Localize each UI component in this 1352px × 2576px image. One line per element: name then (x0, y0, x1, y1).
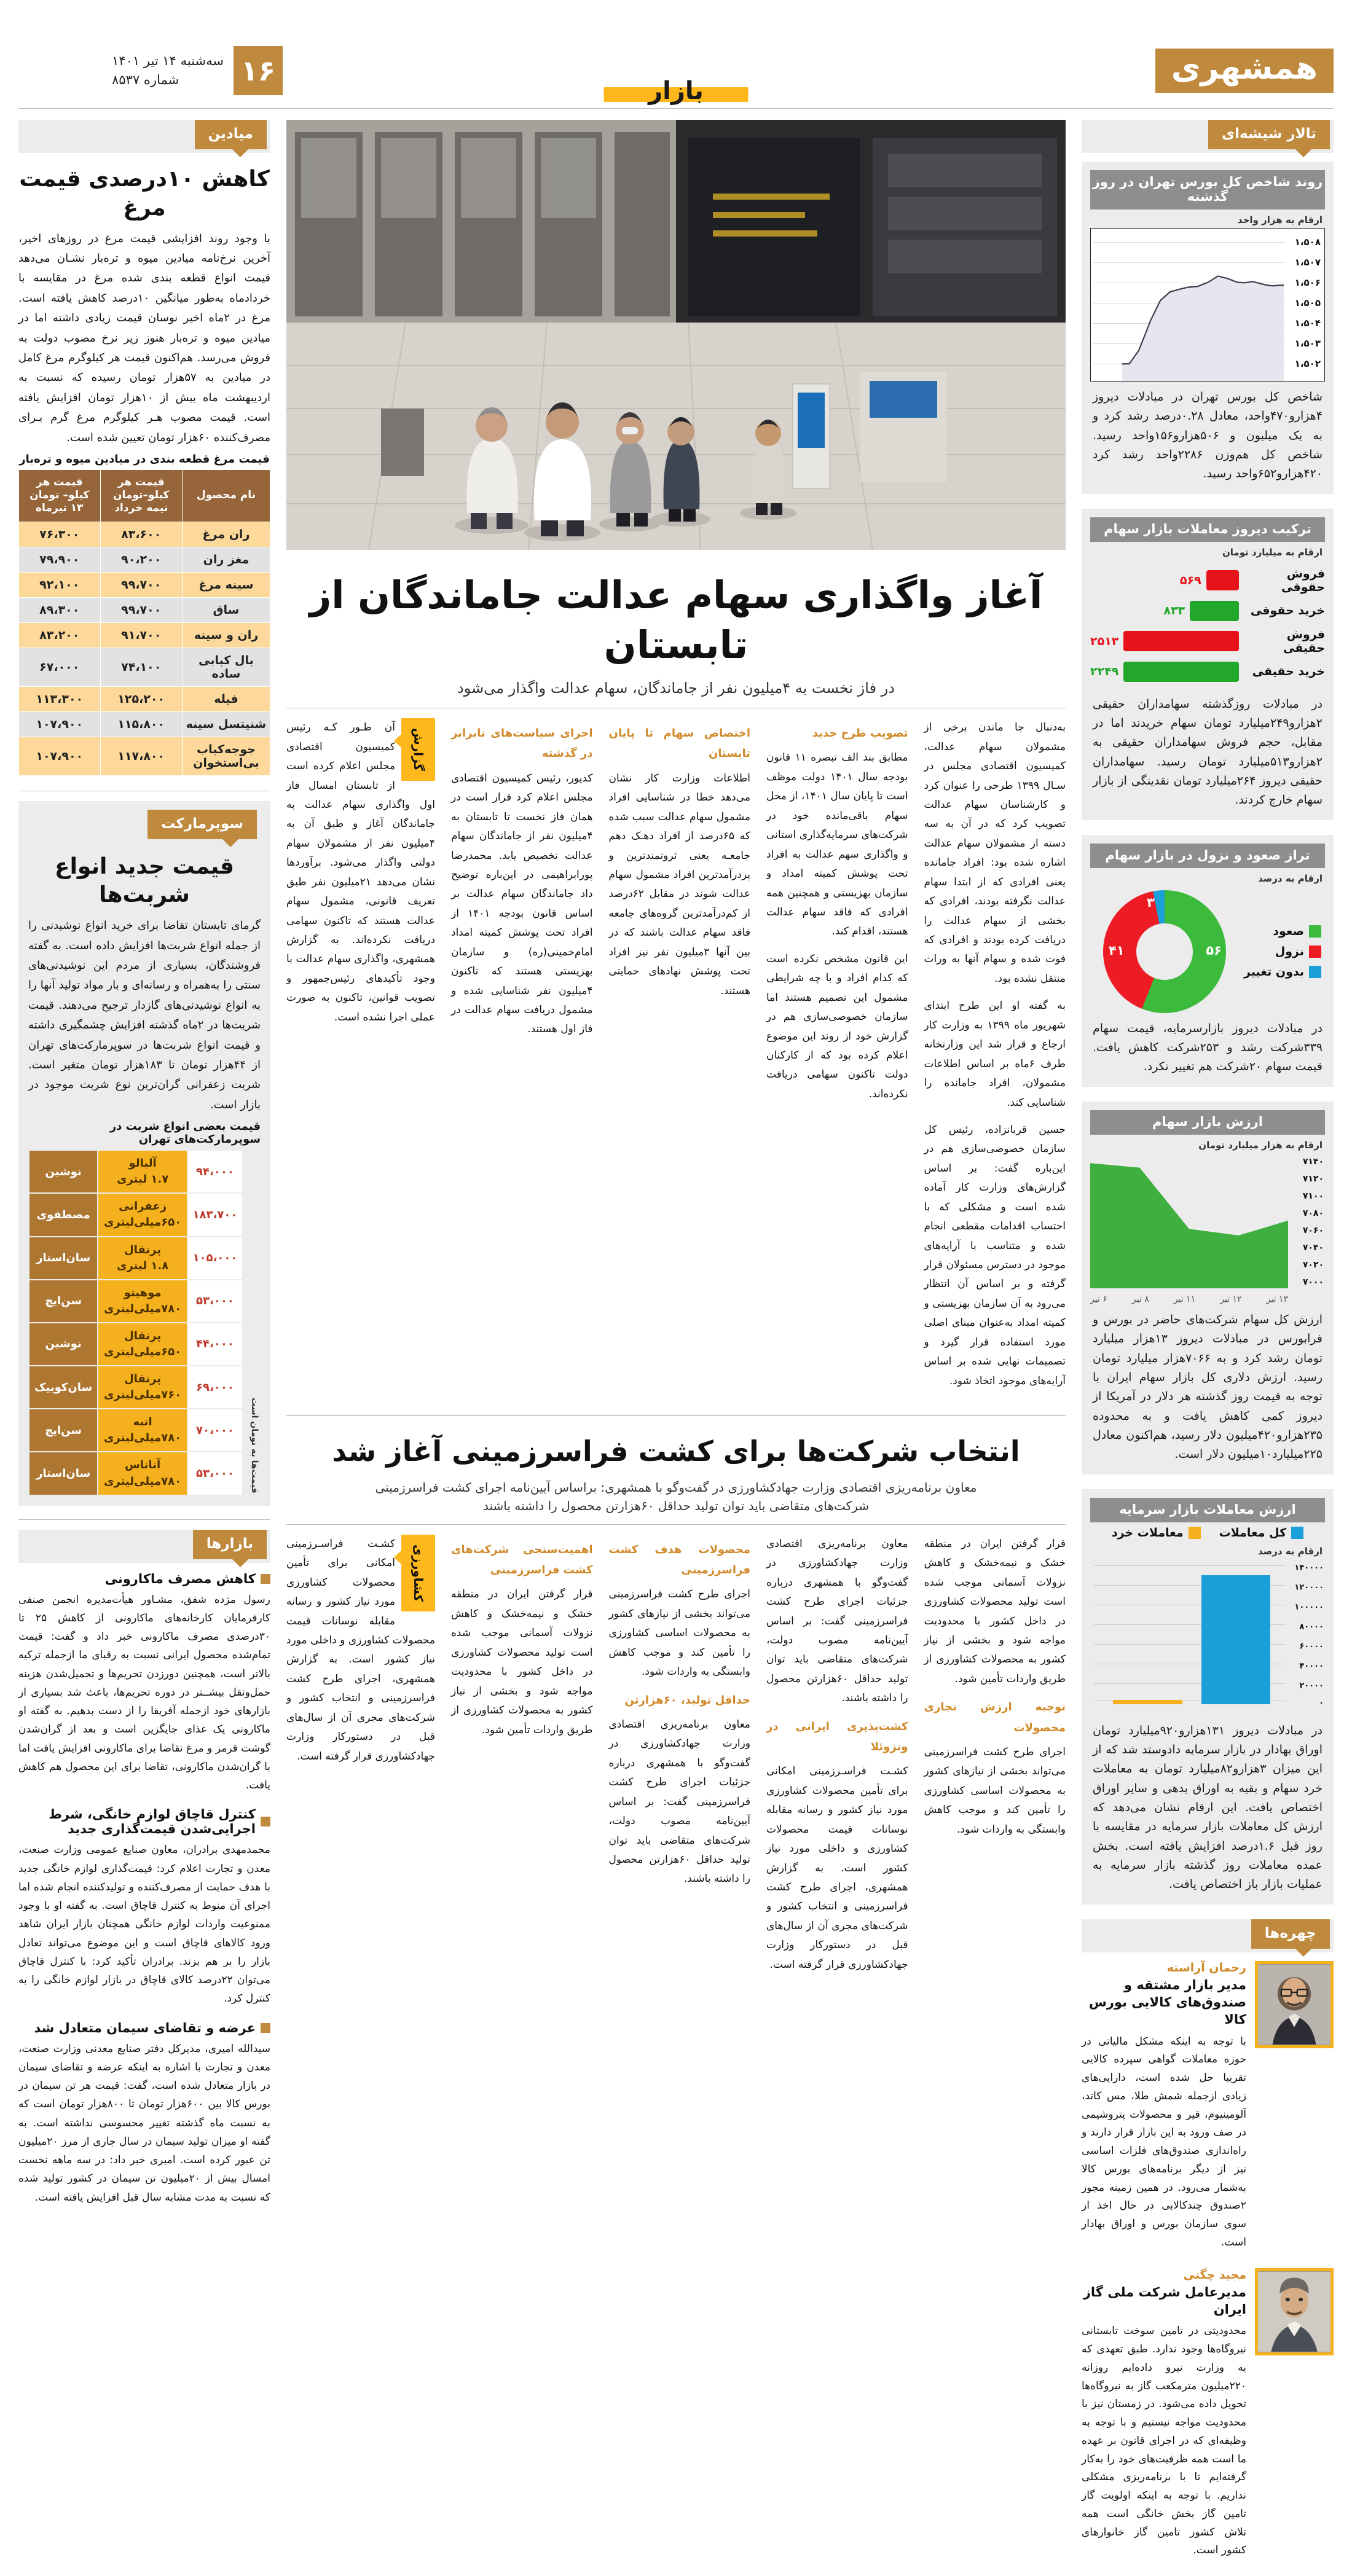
tabbar-supermarket (28, 810, 261, 843)
report-tag-gozaresh: گزارش (401, 718, 435, 781)
cell-tir: ۱۰۷،۹۰۰ (19, 711, 101, 737)
syrup-story-lead: گرمای تابستان تقاضا برای خرید انواع نوشیدنی را از جمله انواع شربت‌ها افزایش داده است. به گفته فروشندگان، بسیاری از مردم این نوشیدنی‌های سنتی را به‌همراه و رسانه‌ای و بار مواد تولید آنها را به انواع نوشیدنی‌های گازدار ترجیح می‌دهند. قیمت شربت‌ها در ۲ماه گذشته افزایش چشمگیری داشته و قیمت انواع شربت‌ها در سوپرمارکت‌های تهران از ۴۴هزار تومان تا ۱۸۳هزار تومان متغیر است. شربت زعفرانی گران‌ترین نوع شربت موجود در بازار است. (28, 919, 261, 1111)
desc-composition: در مبادلات روزگذشته سهامداران حقیقی ۲هزارو۲۴۹میلیارد تومان سهام خریدند اما در مقابل، حجم فروش سهامداران حقیقی به ۲هزارو۵۱۳میلیارد تومان رسید. سهامداران حقیقی دیروز ۲۶۴میلیارد تومان نقدینگی از بازار سهام خارج کردند. (1093, 697, 1323, 807)
face-body-2 (1082, 2268, 1246, 2560)
article2-col4-p1: قرار گرفتن ایران در منطقه خشک و نیمه‌خشک و کاهش نزولات آسمانی موجب شده است تولید محصولات کشاورزی در داخل کشور با محدودیت مواجه شود و بخشی از نیاز کشور به محصولات کشاورزی از طریق واردات تأمین شود. (924, 1537, 1066, 1685)
card-title-composition: ترکیب دیروز معاملات بازار سهام (1090, 517, 1325, 542)
cell-price: ۶۹،۰۰۰ (187, 1366, 243, 1409)
ytick-cap-0: ۷۱۴۰ (1302, 1156, 1324, 1167)
cell-product: انبه ۷۸۰میلی‌لیتری (98, 1409, 187, 1452)
cell-khordad: ۱۱۵،۸۰۰ (100, 711, 182, 737)
article1-col1-p2: کدیور، رئیس کمیسیون اقتصادی مجلس اعلام کرد قرار است در همان فاز نخست تا تابستان به ۴میلیون نفر از جاماندگان سهام عدالت تخصیص یابد. محمدرضا پورابراهیمی در این‌باره توضیح داد جاماندگان سهام عدالت بر اساس قانون بودجه ۱۴۰۱ از افراد تحت پوشش کمیته امداد امام‌خمینی(ره) و سازمان بهزیستی هستند که تاکنون ۴میلیون نفر شناسایی شده و مشمول دریافت سهام عدالت در فاز اول هستند. (451, 772, 593, 1036)
ytick-to-7: ۰ (1319, 1698, 1324, 1708)
article1-sub-tasvib: تصویب طرح جدید (812, 727, 908, 740)
bar-row-real-sell (1090, 628, 1325, 655)
cell-khordad: ۷۴،۱۰۰ (100, 648, 182, 686)
legend-swatch-fall (1309, 945, 1321, 958)
cell-name: مغز ران (182, 547, 270, 572)
desc-turnover: در مبادلات دیروز ۱۳۱هزارو۹۲۰میلیارد تومان اوراق بهادار در بازار سرمایه دادوستد شد که از این میزان ۳هزارو۸۲میلیارد تومان به معاملات خرد سهام و بقیه به اوراق بدهی و سایر اوراق اختصاص یافت. این ارقام نشان می‌دهد که ارزش کل معاملات بازار سرمایه در مقایسه با روز قبل ۱.۶درصد افزایش یافته است. بخش عمده معاملات روز گذشته بازار سرمایه به عملیات بازار باز اختصاص یافت. (1093, 1723, 1323, 1892)
cell-tir: ۹۲،۱۰۰ (19, 572, 101, 597)
card-title-market-cap: ارزش بازار سهام (1090, 1110, 1325, 1135)
page-number: ۱۶ (234, 46, 283, 95)
table-row (29, 1280, 243, 1323)
face-text-1: با توجه به اینکه مشکل مالیاتی در حوزه معاملات گواهی سپرده کالایی تقریبا حل شده است، دارایی‌های زیادی ازجمله شمش طلا، مس کاتد، آلومینیوم، قیر و محصولات پتروشیمی در صف ورود به این بازار قرار دارند و راه‌اندازی صندوق‌های فلزات اساسی نیز از دیگر برنامه‌های بورس کالا به‌شمار می‌رود. در همین زمینه مجوز ۲صندوق چندکالایی در حال اخذ از سوی سازمان بورس و اوراق بهادار است. (1082, 2035, 1246, 2249)
cell-product: آلبالو ۱.۷ لیتری (98, 1150, 187, 1193)
table-row (19, 737, 270, 775)
desc-rise-fall: در مبادلات دیروز بازارسرمایه، قیمت سهام ۳۳۹شرکت رشد و ۲۵۳شرکت کاهش یافت. قیمت سهام ۲۰شرکت هم تغییر نکرد. (1093, 1021, 1323, 1074)
ytick-to-3: ۸۰۰۰۰ (1299, 1622, 1324, 1632)
cell-price: ۵۳،۰۰۰ (187, 1452, 243, 1495)
market-title-text-3: عرضه و تقاضای سیمان متعادل شد (34, 2020, 256, 2035)
article1-subhead: در فاز نخست به ۴میلیون نفر از جاماندگان، سهام عدالت واگذار می‌شود (457, 679, 895, 697)
ytick-cap-4: ۷۰۶۰ (1302, 1225, 1324, 1235)
article1-col3-p1: مطابق بند الف تبصره ۱۱ قانون بودجه سال ۱۴۰۱ دولت موظف است تا پایان سال ۱۴۰۱، از محل سهام باقی‌مانده خود در شرکت‌های سرمایه‌گذاری استانی و واگذاری سهم عدالت به افراد تحت پوشش کمیته امداد و سازمان بهزیستی و همچنین همه افرادی که فاقد سهام عدالت هستند، اقدام کند. (766, 751, 908, 938)
article2-col3-p2: کشـت فراسـرزمینی امکانی برای تأمین محصولات کشاورزی مورد نیاز کشور و رسانه مقابله نوسانات قیمت محصولات کشاورزی و داخلی مورد نیاز کشور است. به گزارش همشهری، اجرای طرح کشت فراسرزمینی و انتخاب کشور و شرکت‌های مجری آن از سال‌های قبل در دستورکار وزارت جهادکشاورزی قرار گرفته است. (766, 1765, 908, 1971)
table-row (19, 711, 270, 737)
article-divider (286, 1415, 1066, 1416)
table-row (29, 1193, 243, 1236)
chicken-th-name: نام محصول (182, 469, 270, 522)
tab-mayadin[interactable]: میادین (195, 120, 267, 149)
card-title-turnover: ارزش معاملات بازار سرمایه (1090, 1498, 1325, 1522)
chicken-price-table (18, 469, 270, 776)
cell-khordad: ۹۹،۷۰۰ (100, 597, 182, 622)
ytick-cap-6: ۷۰۲۰ (1302, 1259, 1324, 1270)
tab-supermarket[interactable]: سوپرمارکت (147, 810, 257, 839)
table-row (19, 686, 270, 711)
unit-note-index: ارقام به هزار واحد (1237, 214, 1323, 225)
bar-value-real-buy: ۲۲۴۹ (1090, 665, 1119, 679)
article2-subhead1: معاون برنامه‌ریزی اقتصادی وزارت جهادکشاورزی در گفت‌وگو با همشهری: براساس آیین‌نامه اجرای کشت فراسرزمینی (375, 1479, 977, 1495)
article2-col0 (286, 1535, 435, 1983)
chicken-th-tir: قیمت هر کیلو– تومان ۱۳ تیرماه (19, 469, 101, 522)
face-text-2: محدودیتی در تامین سوخت تابستانی نیروگاه‌ها وجود ندارد. طبق تعهدی که به وزارت نیرو داده‌ایم روزانه ۲۲۰میلیون مترمکعب گاز به نیروگاه‌ها تحویل داده می‌شود. در زمستان نیز با محدودیت مواجه نیستیم و با توجه به وظیفه‌ای که در اجرای قانون بر عهده ما است همه ظرفیت‌های خود را به‌کار گرفته‌ایم تا با برنامه‌ریزی مشکلی نداریم. با توجه به اینکه اولویت گاز تامین گاز بخش خانگی است همه تلاش کشور تامین گاز خانوارهای کشور است. (1082, 2325, 1246, 2557)
ytick-to-5: ۴۰۰۰۰ (1299, 1661, 1324, 1671)
bar-row-legal-buy (1090, 601, 1325, 621)
chicken-table-header (19, 469, 270, 522)
market-item-3 (18, 2021, 270, 2207)
cell-price: ۴۴،۰۰۰ (187, 1323, 243, 1366)
card-rise-fall (1082, 835, 1334, 1087)
article2-sub-ahammiat: اهمیت‌سنجی شرکت‌های کشت فراسرزمینی (451, 1543, 593, 1577)
donut-value-nochange: ۳ (1147, 895, 1155, 910)
ytick-cap-1: ۷۱۲۰ (1302, 1173, 1324, 1184)
right-sidebar (18, 120, 270, 2219)
cell-khordad: ۱۲۵،۲۰۰ (100, 686, 182, 711)
article2-col2 (609, 1535, 751, 1983)
face-name-2: مجید چگنی (1183, 2268, 1246, 2282)
face-role-1: مدیر بازار مشتقه و صندوق‌های کالایی بورس کالا (1088, 1977, 1246, 2027)
donut-value-rise: ۵۶ (1206, 942, 1222, 958)
article1-col0-p1: آن طـور کـه رئیس کمیسیون اقتصادی مجلس اعلام کرده است از تابستان امسال فاز اول واگذاری سهام عدالت به جاماندگان آغاز و طبق آن به ۴میلیون نفر از مشمولان سهام دولتی واگذار می‌شود. برآوردها نشان می‌دهد ۲۱میلیون نفر طبق تعریف قانونی، مشمول سهام عدالت هستند که تاکنون سهامی دریافت نکرده‌اند. به گزارش همشهری، واگذاری سهام عدالت با وجود تأکیدهای رئیس‌جمهور و تصویب قوانین، تاکنون به صورت عملی اجرا نشده است. (286, 721, 435, 1024)
article1-col3-p2: این قانون مشخص نکرده است که کدام افراد و با چه شرایطی مشمول این تصمیم هستند اما سازمان خصوصی‌سازی هم در گزارش خود از روند این موضوع اعلام کرده بود که از کارکنان دولت تاکنون سهامی دریافت نکرده‌اند. (766, 952, 908, 1100)
legend-swatch-total (1291, 1527, 1303, 1539)
table-row (19, 522, 270, 547)
issue-date: سه‌شنبه ۱۴ تیر ۱۴۰۱ (112, 53, 224, 68)
ytick-to-1: ۱۲۰۰۰۰ (1294, 1583, 1324, 1592)
legend-swatch-nochange (1309, 966, 1321, 978)
bar-value-legal-sell: ۵۶۹ (1179, 573, 1201, 587)
bar-row-legal-sell (1090, 567, 1325, 594)
cell-product: پرتقال ۱.۸ لیتری (98, 1237, 187, 1280)
article1-col4-p3: حسین قربانزاده، رئیس کل سازمان خصوصی‌سازی هم در این‌باره گفت: بر اساس گزارش‌های وزارت کار آماده شده است و مشکلی که با احتساب اقدامات مقطعی انجام شده و متناسب با آرایه‌های موجود در دسترس مسئولان قرار گرفته و بر اساس آن انتظار می‌رود به آن سازمان بهزیستی و کمیته امداد به‌عنوان مبنای اصلی مورد استفاده قرار گیرد و تصمیمات نهایی شده بر اساس آرایه‌های موجود اتخاذ شود. (924, 1123, 1066, 1387)
article1-sub-ejra: اجرای سیاست‌های نابرابر در گذشته (451, 727, 593, 761)
ytick-index-1: ۱،۵۰۷ (1294, 257, 1321, 268)
market-cap-plot (1090, 1159, 1288, 1288)
bar-label-legal-buy: خرید حقوقی (1250, 604, 1325, 618)
square-bullet-icon (261, 1817, 270, 1826)
article2-col2-p2: معاون برنامه‌ریزی اقتصادی وزارت جهادکشاورزی در گفت‌وگو با همشهری درباره جزئیات اجرای طرح کشت فراسرزمینی گفت: بر اساس آیین‌نامه مصوب دولت، شرکت‌های متقاضی باید توان تولید حداقل ۶۰هزارتن محصول را داشته باشند. (608, 1718, 750, 1885)
article2-col1 (451, 1535, 593, 1983)
cell-price: ۵۳،۰۰۰ (187, 1280, 243, 1323)
tabbar-talar (1082, 120, 1334, 153)
article2-sub-keshtpaziri: کشت‌پذیری ایرانی در ونزوئلا (766, 1720, 908, 1754)
issue-number: شماره ۸۵۳۷ (112, 72, 179, 87)
market-title-text-1: کاهش مصرف ماکارونی (104, 1571, 256, 1586)
donut-value-fall: ۴۱ (1109, 942, 1125, 958)
chart-turnover-bars (1090, 1562, 1325, 1715)
cell-product: پرتقال ۷۶۰میلی‌لیتری (98, 1366, 187, 1409)
cell-tir: ۱۱۳،۳۰۰ (19, 686, 101, 711)
market-title-1 (18, 1572, 270, 1586)
article1-col2 (609, 718, 751, 1399)
ytick-index-6: ۱،۵۰۲ (1294, 358, 1321, 369)
syrup-story-title: قیمت جدید انواع شربت‌ها (55, 853, 234, 908)
square-bullet-icon (261, 1574, 270, 1584)
cell-tir: ۷۶،۳۰۰ (19, 522, 101, 547)
xtick-cap-1: ۸ تیر (1131, 1294, 1149, 1304)
ytick-index-3: ۱،۵۰۵ (1294, 297, 1321, 308)
ytick-cap-3: ۷۰۸۰ (1302, 1208, 1324, 1218)
market-text-3: سیدالله امیری، مدیرکل دفتر صنایع معدنی وزارت صنعت، معدن و تجارت با اشاره به اینکه عرضه و تقاضای سیمان در بازار متعادل شده است، گفت: قیمت هر تن سیمان در بورس کالا بین ۶۰۰هزار تومان تا ۸۰۰هزار تومان است که به نسبت ماه گذشته تغییر محسوسی نداشته است. به گفته او میزان تولید سیمان در سال جاری از مرز ۲۰میلیون تن عبور کرده است. امیری خبر داد: در سه ماهه نخست امسال بیش از ۲۰میلیون تن سیمان در کشور تولید شده که نسبت به مدت مشابه سال قبل افزایش یافته است. (18, 2042, 271, 2204)
cell-name: شنیتسل سینه (182, 711, 270, 737)
table-row (29, 1409, 243, 1452)
masthead-right (18, 37, 283, 104)
issue-info (112, 52, 224, 90)
article1-col0 (286, 718, 435, 1399)
bar-total-trades (1201, 1575, 1270, 1704)
ytick-cap-5: ۷۰۴۰ (1302, 1242, 1324, 1253)
cell-name: بال کبابی ساده (182, 648, 270, 686)
cell-tir: ۷۹،۹۰۰ (19, 547, 101, 572)
tab-bazarha[interactable]: بازارها (193, 1530, 267, 1559)
cell-khordad: ۹۰،۲۰۰ (100, 547, 182, 572)
face-name-1: رحمان آراسته (1166, 1960, 1246, 1975)
table-row (29, 1237, 243, 1280)
masthead-logo[interactable]: همشهری (1155, 49, 1334, 93)
cell-name: فیله (182, 686, 270, 711)
panel-supermarket (18, 801, 270, 1506)
ytick-index-5: ۱،۵۰۳ (1294, 338, 1321, 349)
ytick-to-2: ۱۰۰۰۰۰ (1294, 1602, 1324, 1612)
face-role-2: مدیرعامل شرکت ملی گاز ایران (1083, 2284, 1246, 2317)
tabbar-faces (1082, 1919, 1334, 1952)
chicken-story-lead: با وجود روند افزایشی قیمت مرغ در روزهای اخیر، آخرین نرخ‌نامه میادین میوه و تره‌بار نشـان می‌دهد قیمت انواع قطعه بندی شده مرغ در مقایسه با خردادماه به‌طور میانگین ۱۰درصد کاهش یافته است. مرغ در ۲ماه اخیر نوسان قیمت زیادی داشته اما در میادین میوه و تره‌بار هنوز زیر نرخ مصوب دولت به فروش می‌رسد. هم‌اکنون قیمت هر کیلوگرم مرغ کامل در میادین به ۵۷هزار تومان رسیده که نسبت به اردیبهشت ماه بیش از ۱۰هزار تومان افزایش یافته است. قیمت مصوب هـر کیلوگرم مرغ گرم بـرای مصرف‌کننده ۶۰هزار تومان تعیین شده است. (18, 232, 271, 444)
bar-retail-trades (1113, 1700, 1182, 1704)
donut-legend (1244, 925, 1325, 979)
cell-price: ۷۰،۰۰۰ (187, 1409, 243, 1452)
cell-product: زعفرانی ۶۵۰میلی‌لیتری (98, 1193, 187, 1236)
legend-label-retail: معاملات خرد (1111, 1525, 1184, 1540)
tabbar-mayadin (18, 120, 270, 153)
cell-tir: ۸۳،۲۰۰ (19, 622, 101, 648)
cell-price: ۱۰۵،۰۰۰ (187, 1237, 243, 1280)
article2-col4-p2: اجرای طرح کشت فراسرزمینی می‌تواند بخشی از نیازهای کشور به محصولات اساسی کشاورزی را تأمین کند و موجب کاهش وابستگی به واردات شود. (924, 1745, 1066, 1836)
ytick-cap-2: ۷۱۰۰ (1302, 1191, 1324, 1201)
cell-khordad: ۸۳،۶۰۰ (100, 522, 182, 547)
article1-headline: آغاز واگذاری سهام عدالت جاماندگان از تابستان (309, 573, 1043, 667)
ytick-cap-7: ۷۰۰۰ (1302, 1277, 1324, 1287)
unit-note-turnover: ارقام به درصد (1258, 1545, 1323, 1557)
article2-columns (286, 1524, 1066, 1983)
legend-label-total: کل معاملات (1219, 1525, 1287, 1540)
bar-value-real-sell: ۲۵۱۳ (1090, 634, 1119, 648)
syrup-table-wrap (28, 1149, 261, 1496)
legend-label-rise: صعود (1273, 924, 1304, 938)
xtick-cap-2: ۱۱ تیر (1173, 1294, 1196, 1304)
article1-col2-p1: اطلاعات وزارت کار نشان می‌دهد خطا در شناسایی افراد مشمول سهام عدالت سبب شده که ۶۵درصد از افراد دهـک دهم جامعـه یعنی ثروتمندترین و پردرآمدترین افراد مشمول سهام عدالت شوند در مقابل ۶۲درصد از کم‌درآمدترین گروه‌های جامعه فاقد سهام عدالت باشند که در بین آنها ۳میلیون نفر نیز افراد تحت پوشش نهادهای حمایتی هستند. (608, 772, 750, 997)
table-row (19, 622, 270, 648)
table-row (19, 547, 270, 572)
syrup-unit-note: قیمت‌ها به تومان است (250, 1397, 259, 1494)
article1-col4-p1: به‌دنبال جا ماندن برخی از مشمولان سهام عدالت، کمیسیون اقتصادی مجلس در سـال ۱۳۹۹ طرحی را عنوان کرد و کارشناسان سهام عدالت تصویب کرد که در آن به سه دسته از مشمولان سهام عدالت اشاره شده بود: افراد جامانده یعنی افرادی که از ابتدا سهام عدالت نگرفته بودند، افرادی که بخشی از سهام عدالت را دریافت کرده بودند و افرادی که فوت شده و سهام آنها به وراث منتقل نشده بود. (924, 721, 1066, 985)
xtick-cap-4: ۱۳ تیر (1266, 1294, 1288, 1304)
unit-note-market-cap: ارقام به هزار میلیارد تومان (1198, 1139, 1323, 1151)
table-row (19, 648, 270, 686)
cell-brand: سان‌استار (29, 1237, 98, 1280)
page-body (18, 120, 1334, 2576)
article2-col0-p1: کشـت فراسـرزمینی امکانی برای تأمین محصولات کشاورزی مورد نیاز کشور و رسانه مقابله نوسانات قیمت محصولات کشاورزی و داخلی مورد نیاز کشور است. به گزارش همشهری، اجرای طرح کشت فراسرزمینی و انتخاب کشور و شرکت‌های مجری آن از سال‌های قبل در دستورکار وزارت جهادکشاورزی قرار گرفته است. (286, 1537, 435, 1763)
section-title: بازار (648, 77, 704, 105)
bar-row-real-buy (1090, 662, 1325, 682)
article2-sub-haddeaqal: حداقل تولید، ۶۰هزارتن (624, 1693, 750, 1707)
market-title-3 (18, 2021, 270, 2035)
market-text-2: محمدمهدی برادران، معاون صنایع عمومی وزارت صنعت، معدن و تجارت اعلام کرد: قیمت‌گذاری لوازم خانگی جدید با هدف حمایت از مصرف‌کننده و تولیدکننده انجام شده اما اجرای آن منوط به کنترل قاچاق است. به گفته او با وجود ممنوعیت واردات لوازم خانگی همچنان بازار ایران شاهد ورود کالاهای قاچاق است و این موضوع می‌تواند تعادل بازار را بر هم بزند. برادران تأکید کرد: با کنترل قاچاق می‌توان ۲۲درصد کالای قاچاق در بازار لوازم خانگی را به کنترل کرد. (18, 1844, 270, 2005)
bar-label-real-sell: فروش حقیقی (1283, 627, 1325, 655)
card-turnover (1082, 1489, 1334, 1905)
syrup-price-table (28, 1149, 243, 1496)
square-bullet-icon (261, 2023, 270, 2033)
ytick-index-2: ۱،۵۰۶ (1294, 277, 1321, 288)
bar-label-real-buy: خرید حقیقی (1252, 665, 1325, 679)
article1-columns (286, 708, 1066, 1399)
cell-price: ۱۸۳،۷۰۰ (187, 1193, 243, 1236)
legend-label-nochange: بدون تغییر (1244, 965, 1304, 979)
article2-subhead2: شرکت‌های متقاضی باید توان تولید حداقل ۶۰هزارتن محصول را داشته باشند (482, 1498, 869, 1513)
bar-label-legal-sell: فروش حقوقی (1281, 566, 1325, 594)
cell-brand: مصطفوی (29, 1193, 98, 1236)
unit-note-composition: ارقام به میلیارد تومان (1222, 546, 1323, 558)
ytick-to-6: ۲۰۰۰۰ (1299, 1681, 1324, 1691)
article1-col1 (451, 718, 593, 1399)
ytick-to-4: ۶۰۰۰۰ (1299, 1642, 1324, 1651)
market-cap-xaxis (1090, 1294, 1288, 1304)
table-row (29, 1150, 243, 1193)
article2-col4 (924, 1535, 1066, 1983)
turnover-legend (1090, 1522, 1325, 1541)
market-cap-yaxis (1289, 1157, 1325, 1288)
table-row (19, 572, 270, 597)
card-index-trend (1082, 162, 1334, 494)
page-header (18, 37, 1334, 104)
market-title-text-2: کنترل قاچاق لوازم خانگی، شرط اجرایی‌شدن قیمت‌گذاری جدید (49, 1807, 256, 1837)
article2-col3-p1: معاون برنامه‌ریزی اقتصادی وزارت جهادکشاورزی در گفت‌وگو با همشهری درباره جزئیات اجرای طرح کشت فراسرزمینی گفت: بر اساس آیین‌نامه مصوب دولت، شرکت‌های متقاضی باید توان تولید حداقل ۶۰هزارتن محصول را داشته باشند. (766, 1537, 908, 1705)
donut-wrapper (1090, 887, 1325, 1013)
cell-brand: سن‌ایچ (29, 1280, 98, 1323)
cell-tir: ۶۷،۰۰۰ (19, 648, 101, 686)
legend-swatch-rise (1309, 925, 1321, 938)
table-row (29, 1323, 243, 1366)
card-market-cap (1082, 1102, 1334, 1474)
chicken-table-caption: قیمت مرغ قطعه بندی در میادین میوه و تره‌بار (19, 452, 270, 466)
cell-name: سینه مرغ (182, 572, 270, 597)
hero-photo-trading-floor (286, 120, 1066, 550)
ytick-index-0: ۱،۵۰۸ (1294, 237, 1321, 248)
tab-talar-shishei[interactable]: تالار شیشه‌ای (1208, 120, 1330, 149)
face-card-1 (1082, 1961, 1334, 2252)
article2-col3 (766, 1535, 908, 1983)
section-title-wrap (283, 37, 1069, 104)
xtick-cap-3: ۱۲ تیر (1220, 1294, 1242, 1304)
article1-sub-ekhtesas: اختصاص سهام تا پایان تابستان (608, 727, 750, 761)
cell-brand: نوشین (29, 1150, 98, 1193)
face-body-1 (1082, 1961, 1246, 2252)
article1-col3 (766, 718, 908, 1399)
unit-note-rise-fall: ارقام به درصد (1258, 872, 1323, 884)
ytick-index-4: ۱،۵۰۴ (1294, 318, 1321, 329)
cell-product: پرتقال ۶۵۰میلی‌لیتری (98, 1323, 187, 1366)
legend-swatch-retail (1189, 1527, 1201, 1539)
kicker-tag-keshavarzi: کشاورزی (401, 1535, 435, 1611)
market-title-2 (18, 1807, 270, 1836)
cell-brand: سن‌ایچ (29, 1409, 98, 1452)
tabbar-bazarha (18, 1530, 270, 1563)
cell-product: آناناس ۷۸۰میلی‌لیتری (98, 1452, 187, 1495)
bar-value-legal-buy: ۸۳۳ (1163, 604, 1185, 618)
cell-khordad: ۹۹،۷۰۰ (100, 572, 182, 597)
chart-market-cap-area (1090, 1157, 1325, 1304)
left-sidebar (1082, 120, 1334, 2576)
cell-brand: نوشین (29, 1323, 98, 1366)
masthead-left (1069, 37, 1334, 104)
avatar-face-1 (1255, 1961, 1334, 2048)
cell-name: ران مرغ (182, 522, 270, 547)
article2-sub-tojih: توجیه ارزش تجاری محصولات (924, 1701, 1066, 1734)
card-trade-composition (1082, 509, 1334, 820)
chicken-th-khordad: قیمت هر کیلو–تومان نیمه خرداد (100, 469, 182, 522)
article2-sub-mahsoolat: محصولات هدف کشت فراسرزمینی (608, 1543, 750, 1577)
chart-index-line (1090, 228, 1325, 382)
article1-col4 (924, 718, 1066, 1399)
cell-khordad: ۹۱،۷۰۰ (100, 622, 182, 648)
header-divider (18, 108, 1334, 109)
cell-product: موهیتو ۷۸۰میلی‌لیتری (98, 1280, 187, 1323)
chicken-story-title: کاهش ۱۰درصدی قیمت مرغ (19, 166, 270, 221)
cell-brand: سان‌کوییک (29, 1366, 98, 1409)
table-row (29, 1366, 243, 1409)
cell-name: ران و سینه (182, 622, 270, 648)
xtick-cap-0: ۶ تیر (1090, 1294, 1107, 1304)
market-text-1: رسول مژده شفق، مشـاور هیأت‌مدیره انجمن صنفی کارفرمایان کارخانه‌های ماکارونی از کاهش ۲۵ تا ۳۰درصدی مصرف ماکارونی خبر داد و گفت: قیمت تمام‌شده محصول ایرانی نسبت به رقبای ما ازجمله ترکیه بالاتر است، همچنین دورزدن تحریم‌ها و تحمیل‌شدن هزینه حمل‌ونقل بیشــتر در دوره تحریم‌ها، باعث شد بسیاری از بازارهای خود ازجمله آفریقا را از دست بدهیم. به گفته او ماکارونی یک غذای جایگزین است و بعد از گران‌شدن گوشت قرمز و مرغ تقاضا برای ماکارونی افزایش یافت اما با گران‌شدن ماکارونی، تقاضا برای این محصول هم کاهش یافت. (18, 1593, 270, 1792)
market-item-2 (18, 1807, 270, 2008)
syrup-table-caption: قیمت بعضی انواع شربت در سوپرمارکت‌های تهران (109, 1120, 261, 1146)
cell-brand: سان‌استار (29, 1452, 98, 1495)
tab-chehreha[interactable]: چهره‌ها (1251, 1919, 1330, 1949)
desc-market-cap: ارزش کل سهام شرکت‌های حاضر در بورس و فرابورس در مبادلات دیروز ۱۳هزار میلیارد تومان رشد کرد و به ۷۰۶۶هزار میلیارد تومان رسید. ارزش دلاری کل بازار سهام ایران با توجه به قیمت روز گذشته هر دلار در آمریکا از دیروز کمی کاهش یافت و به محدوده ۲۳۵هزارو۴۲۰میلیون دلار رسید، هم‌اکنون معادل ۲۲۵میلیارد۱۰میلیون دلار است. (1093, 1312, 1323, 1462)
cell-name: جوجه‌کباب بی‌استخوان (182, 737, 270, 775)
cell-khordad: ۱۱۷،۸۰۰ (100, 737, 182, 775)
article1-col4-p2: به گفته او این طرح ابتدای شهریور ماه ۱۳۹۹ به وزارت کار ارجاع و قرار شد این وزارتخانه طرف ۶ماه بر اساس اطلاعات مشمولان، افراد جامانده را شناسایی کند. (924, 1000, 1066, 1109)
card-title-index-trend: روند شاخص کل بورس تهران در روز گذشته (1090, 170, 1325, 209)
turnover-yaxis (1287, 1563, 1325, 1708)
desc-index-trend: شاخص کل بورس تهران در مبادلات دیروز ۴هزارو۴۷۰واحد، معادل ۰.۲۸درصد رشد کرد و به یک میلیون و ۵۰۶هزارو۱۵۶واحد رسید. شاخص کل هم‌وزن ۲۲۸۶واحد رشد کرد ۴۲۰هزارو۶۵۲واحد رسید. (1093, 390, 1323, 481)
legend-label-fall: نزول (1275, 944, 1304, 958)
cell-name: ساق (182, 597, 270, 622)
article2-headline: انتخاب شرکت‌ها برای کشت فراسرزمینی آغاز شد (332, 1435, 1020, 1468)
cell-price: ۹۴،۰۰۰ (187, 1150, 243, 1193)
article2-col2-p1: اجرای طرح کشت فراسرزمینی می‌تواند بخشی از نیازهای کشور به محصولات اساسی کشاورزی را تأمین کند و موجب کاهش وابستگی به واردات شود. (608, 1588, 750, 1678)
main-content (286, 120, 1066, 1983)
ytick-to-0: ۱۴۰۰۰۰ (1294, 1563, 1324, 1573)
table-row (29, 1452, 243, 1495)
article2-col1-p1: قرار گرفتن ایران در منطقه خشک و نیمه‌خشک و کاهش نزولات آسمانی موجب شده است تولید محصولات کشاورزی در داخل کشور با محدودیت مواجه شود و بخشی از نیاز کشور به محصولات کشاورزی از طریق واردات تأمین شود. (451, 1588, 593, 1736)
cell-tir: ۸۹،۳۰۰ (19, 597, 101, 622)
avatar-face-2 (1255, 2268, 1334, 2355)
face-card-2 (1082, 2268, 1334, 2560)
card-title-rise-fall: تراز صعود و نزول در بازار سهام (1090, 844, 1325, 868)
cell-tir: ۱۰۷،۹۰۰ (19, 737, 101, 775)
turnover-plot (1094, 1564, 1286, 1704)
table-row (19, 597, 270, 622)
market-item-1 (18, 1572, 270, 1795)
